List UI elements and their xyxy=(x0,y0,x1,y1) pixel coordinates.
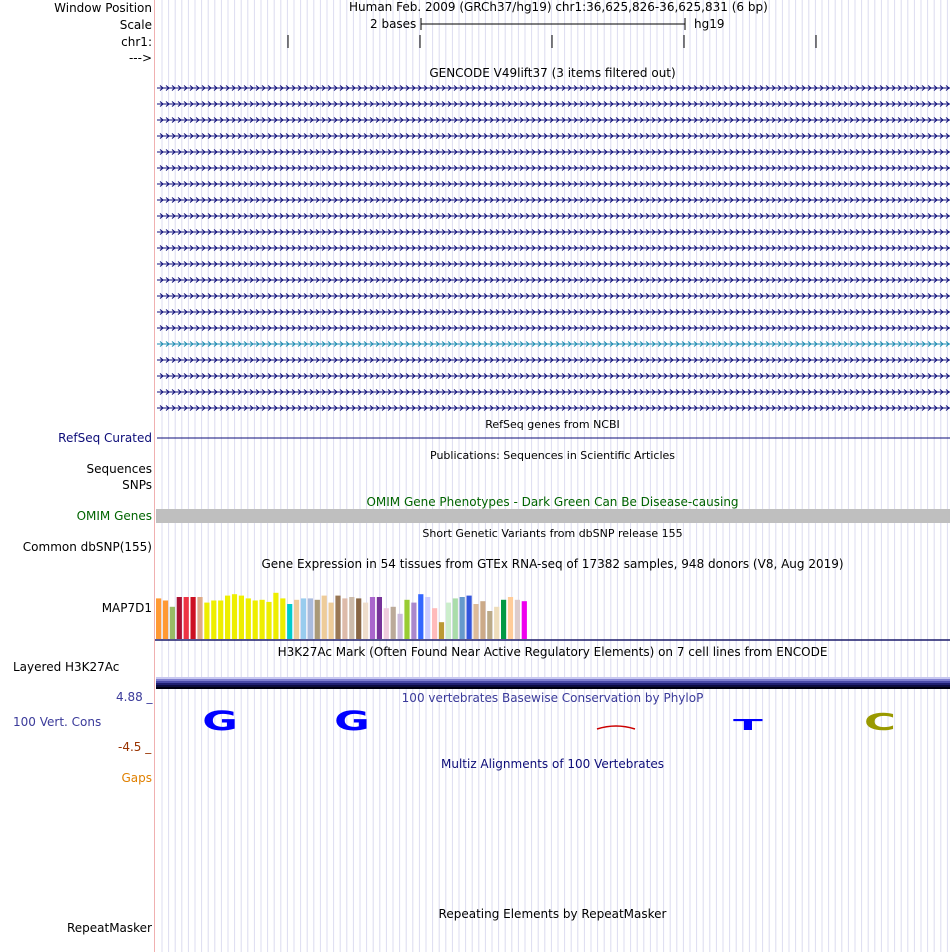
gtex-tissue-bar[interactable] xyxy=(294,600,299,639)
h3k27ac-signal-band[interactable] xyxy=(156,687,950,689)
h3k27ac-signal-band[interactable] xyxy=(156,681,950,683)
gtex-tissue-bar[interactable] xyxy=(211,601,216,640)
repeatmasker-track-title[interactable]: Repeating Elements by RepeatMasker xyxy=(438,907,667,921)
gtex-tissue-bar[interactable] xyxy=(342,598,347,639)
gtex-tissue-bar[interactable] xyxy=(197,597,202,639)
gtex-tissue-bar[interactable] xyxy=(260,600,265,639)
phylop-base-logo[interactable]: T xyxy=(733,716,763,734)
chrom-label: chr1: xyxy=(121,35,152,49)
gtex-tissue-bar[interactable] xyxy=(453,598,458,639)
gtex-tissue-bar[interactable] xyxy=(363,603,368,639)
gtex-tissue-bar[interactable] xyxy=(280,598,285,639)
gtex-tissue-bar[interactable] xyxy=(170,607,175,639)
dbsnp-track-title[interactable]: Short Genetic Variants from dbSNP release 155 xyxy=(422,527,683,540)
label-separator xyxy=(154,0,155,952)
gtex-tissue-bar[interactable] xyxy=(425,597,430,639)
phylop-min-label: -4.5 _ xyxy=(118,740,152,754)
gtex-tissue-bar[interactable] xyxy=(322,596,327,639)
gtex-tissue-bar[interactable] xyxy=(246,598,251,639)
gtex-tissue-bar[interactable] xyxy=(370,597,375,639)
gtex-tissue-bar[interactable] xyxy=(163,601,168,640)
gtex-tissue-bar[interactable] xyxy=(418,594,423,639)
h3k27ac-signal-band[interactable] xyxy=(156,685,950,687)
h3k27ac-track-title[interactable]: H3K27Ac Mark (Often Found Near Active Regulatory Elements) on 7 cell lines from ENCODE xyxy=(277,645,828,659)
strand-label: ---> xyxy=(128,51,152,65)
gencode-track-title[interactable]: GENCODE V49lift37 (3 items filtered out) xyxy=(429,66,676,80)
publications-label-sequences[interactable]: Sequences xyxy=(86,462,152,476)
multiz-gaps-label: Gaps xyxy=(121,771,152,785)
gtex-tissue-bar[interactable] xyxy=(273,593,278,639)
refseq-track-title[interactable]: RefSeq genes from NCBI xyxy=(485,418,620,431)
omim-gene-bar[interactable] xyxy=(156,509,950,523)
window-position-label: Window Position xyxy=(54,1,152,15)
gtex-tissue-bar[interactable] xyxy=(487,611,492,639)
dbsnp-track-label[interactable]: Common dbSNP(155) xyxy=(22,540,152,554)
gtex-tissue-bar[interactable] xyxy=(439,622,444,639)
gtex-tissue-bar[interactable] xyxy=(266,602,271,639)
multiz-track-title[interactable]: Multiz Alignments of 100 Vertebrates xyxy=(440,757,665,771)
gtex-tissue-bar[interactable] xyxy=(508,597,513,639)
publications-track-title[interactable]: Publications: Sequences in Scientific Articles xyxy=(430,449,675,462)
gtex-tissue-bar[interactable] xyxy=(356,598,361,639)
gtex-tissue-bar[interactable] xyxy=(384,608,389,639)
gtex-tissue-bar[interactable] xyxy=(239,596,244,639)
gtex-tissue-bar[interactable] xyxy=(515,600,520,639)
gtex-tissue-bar[interactable] xyxy=(501,600,506,639)
gtex-tissue-bar[interactable] xyxy=(446,603,451,639)
gtex-tissue-bar[interactable] xyxy=(377,597,382,639)
gtex-tissue-bar[interactable] xyxy=(329,603,334,639)
h3k27ac-signal-band[interactable] xyxy=(156,683,950,685)
gtex-tissue-bar[interactable] xyxy=(404,600,409,639)
h3k27ac-track-label[interactable]: Layered H3K27Ac xyxy=(13,660,120,674)
gtex-tissue-bar[interactable] xyxy=(301,598,306,639)
gtex-tissue-bar[interactable] xyxy=(460,597,465,639)
gtex-tissue-bar[interactable] xyxy=(432,608,437,639)
gtex-tissue-bar[interactable] xyxy=(467,596,472,639)
gtex-tissue-bar[interactable] xyxy=(287,604,292,639)
gtex-tissue-bar[interactable] xyxy=(218,601,223,640)
refseq-track-label[interactable]: RefSeq Curated xyxy=(58,431,152,445)
gtex-tissue-bar[interactable] xyxy=(494,607,499,639)
gtex-tissue-bar[interactable] xyxy=(225,596,230,639)
gtex-tissue-bar[interactable] xyxy=(480,601,485,639)
gtex-tissue-bar[interactable] xyxy=(204,603,209,639)
phylop-negative-mark[interactable] xyxy=(597,726,635,729)
omim-track-title[interactable]: OMIM Gene Phenotypes - Dark Green Can Be Disease-causing xyxy=(366,495,739,509)
gtex-tissue-bar[interactable] xyxy=(398,614,403,639)
gtex-tissue-bar[interactable] xyxy=(308,598,313,639)
gtex-tissue-bar[interactable] xyxy=(232,594,237,639)
gtex-tissue-bar[interactable] xyxy=(315,600,320,639)
gtex-tissue-bar[interactable] xyxy=(184,597,189,639)
phylop-base-logo[interactable]: C xyxy=(864,709,896,737)
gtex-tissue-bar[interactable] xyxy=(177,597,182,639)
gtex-tissue-bar[interactable] xyxy=(391,607,396,639)
gtex-tissue-bar[interactable] xyxy=(522,601,527,639)
h3k27ac-signal-band[interactable] xyxy=(156,679,950,681)
phylop-track-label[interactable]: 100 Vert. Cons xyxy=(13,715,102,729)
gtex-tissue-bar[interactable] xyxy=(156,598,161,639)
gtex-tissue-bar[interactable] xyxy=(191,597,196,639)
phylop-max-label: 4.88 _ xyxy=(116,690,153,704)
gtex-track-label[interactable]: MAP7D1 xyxy=(101,601,152,615)
phylop-base-logo[interactable]: G xyxy=(334,705,370,737)
phylop-track-title[interactable]: 100 vertebrates Basewise Conservation by PhyloP xyxy=(401,691,704,705)
assembly-position-text[interactable]: Human Feb. 2009 (GRCh37/hg19) chr1:36,625,826-36,625,831 (6 bp) xyxy=(349,0,768,14)
gtex-tissue-bar[interactable] xyxy=(411,603,416,639)
phylop-base-logo[interactable]: G xyxy=(202,705,238,737)
gtex-tissue-bar[interactable] xyxy=(253,601,258,640)
publications-label-snps[interactable]: SNPs xyxy=(122,478,152,492)
repeatmasker-track-label[interactable]: RepeatMasker xyxy=(66,921,152,935)
gtex-track-title[interactable]: Gene Expression in 54 tissues from GTEx RNA-seq of 17382 samples, 948 donors (V8, Aug 2019) xyxy=(261,557,844,571)
gtex-tissue-bar[interactable] xyxy=(349,597,354,639)
h3k27ac-signal-band[interactable] xyxy=(156,677,950,679)
gtex-tissue-bar[interactable] xyxy=(473,604,478,639)
db-text: hg19 xyxy=(694,17,725,31)
gtex-tissue-bar[interactable] xyxy=(335,596,340,639)
omim-track-label[interactable]: OMIM Genes xyxy=(76,509,152,523)
scale-label: Scale xyxy=(119,18,152,32)
scale-text: 2 bases xyxy=(370,17,417,31)
